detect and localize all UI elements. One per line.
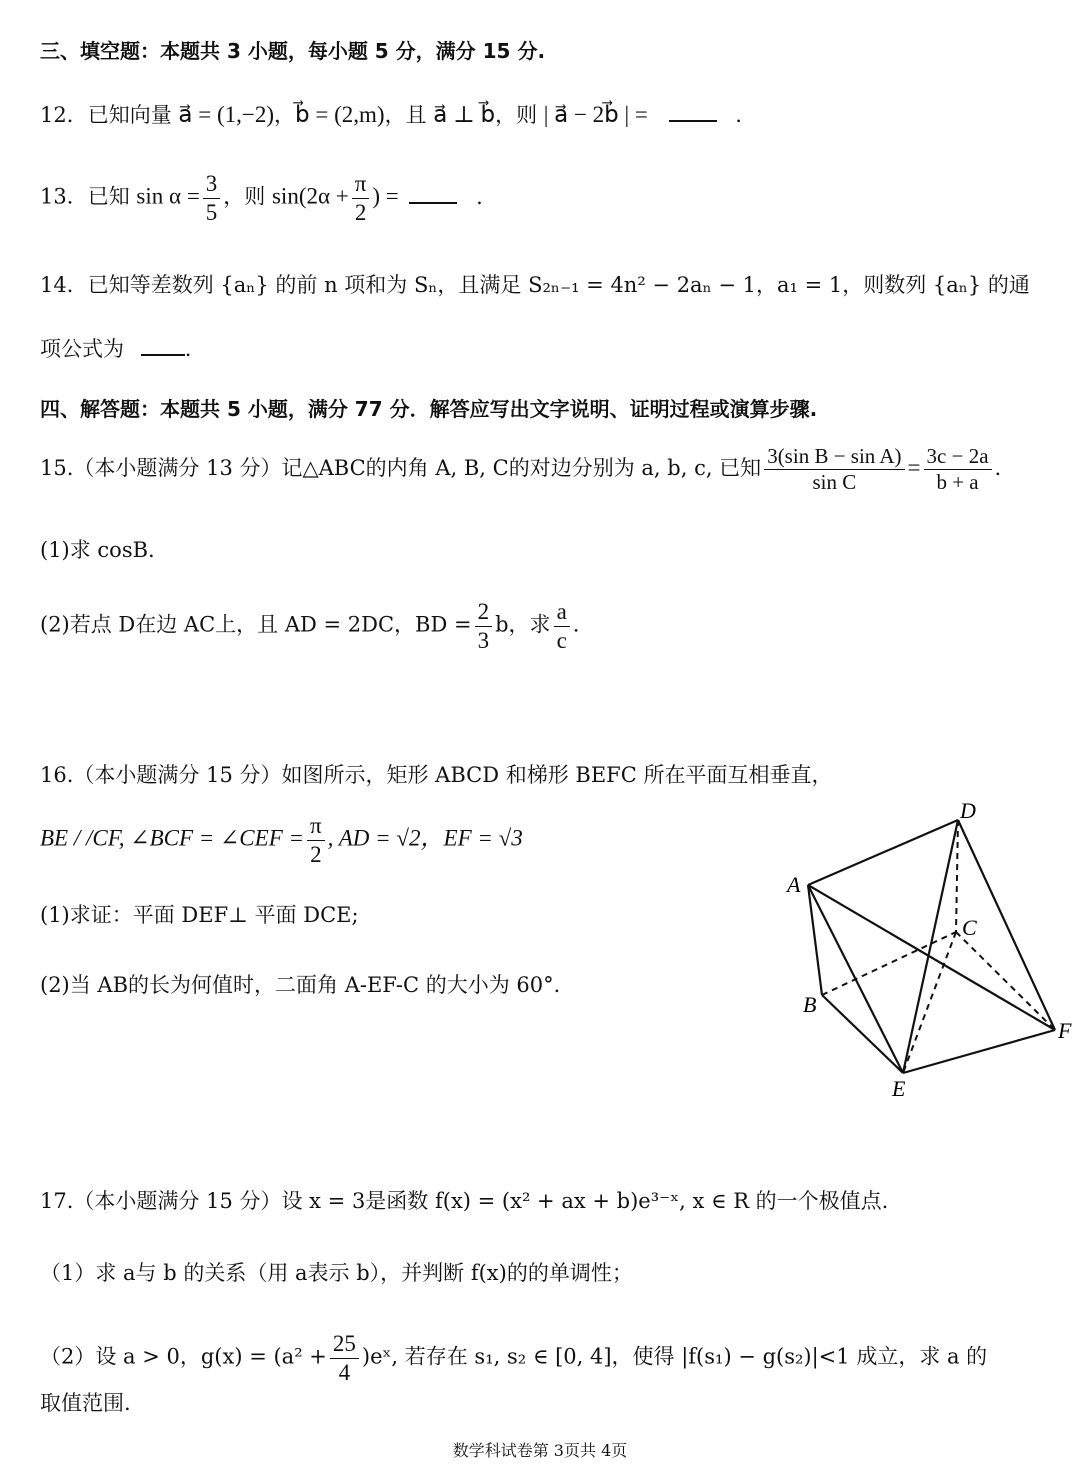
q16-text: （本小题满分 15 分）如图所示，矩形 ABCD 和梯形 BEFC 所在平面互相垂直， [73,763,833,787]
answer-blank [409,186,457,204]
q12-text-3: ，且 [384,103,434,127]
vertex-label-A: A [787,872,801,897]
fraction-denominator: 2 [354,199,367,225]
q12-expression: | a⃗ − 2b⃗ | = [543,102,648,127]
q17-part-2-text-b: )eˣ, 若存在 s₁, s₂ ∈ [0, 4]，使得 |f(s₁) − g(s₂)|<1 成立，求 a 的 [361,1344,988,1369]
edge-EF [903,1030,1055,1073]
q12-period: . [735,103,742,127]
q12-text-4: ，则 [495,103,544,127]
vertex-label-E: E [892,1076,906,1101]
q16-number: 16. [40,763,74,787]
section-answer-title: 四、解答题：本题共 5 小题，满分 77 分．解答应写出文字说明、证明过程或演算步骤. [40,397,818,421]
q14-period: . [184,337,192,361]
edge-DC-hidden [956,820,958,932]
q12-text-1: 已知向量 [87,103,179,127]
q13-period: . [476,184,483,209]
q13-sin-alpha: sin α = [136,183,200,209]
q13-equals: ) = [372,183,399,209]
fraction-denominator: sin C [812,470,857,495]
q14-line-1: 已知等差数列 {aₙ} 的前 n 项和为 Sₙ，且满足 S₂ₙ₋₁ = 4n² − 2aₙ − 1，a₁ = 1，则数列 {aₙ} 的通 [87,273,1030,297]
q15-part-2-text-b: b，求 [495,612,551,637]
fraction-denominator: 3 [477,627,490,653]
fraction-denominator: b + a [936,470,979,495]
q17-text: （本小题满分 15 分）设 x = 3是函数 f(x) = (x² + ax + b)e³⁻ˣ, x ∈ R 的一个极值点. [73,1189,889,1213]
q13-sin-expr: sin(2α + [271,183,349,209]
fraction [764,444,904,495]
q16-part-2: (2)当 AB的长为何值时，二面角 A-EF-C 的大小为 60°． [40,973,575,997]
q17-part-2 [40,1330,987,1386]
vertex-label-C: C [962,915,977,940]
question-12 [40,100,742,130]
fraction [554,598,570,654]
q15-equals: = [907,455,921,481]
vertex-label-F: F [1058,1018,1072,1043]
question-17 [40,1188,888,1215]
q15-part-2-period: . [572,612,580,637]
q17-part-2-text-a: （2）设 a > 0，g(x) = (a² + [40,1344,327,1369]
q12-text-2: ， [274,103,296,127]
section-fill-title: 三、填空题：本题共 3 小题，每小题 5 分，满分 15 分. [40,39,546,63]
fraction [307,812,325,868]
fraction-numerator: a [554,598,570,627]
fraction-numerator: 3c − 2a [924,444,992,470]
fraction-numerator: 3 [203,170,221,199]
q15-part-2-text-a: (2)若点 D在边 AC上，且 AD = 2DC，BD = [40,612,472,637]
question-14 [40,272,1030,299]
fraction [330,1330,359,1386]
question-13 [40,170,483,226]
q15-part-1: (1)求 cosB. [40,538,155,562]
q17-part-2-cont: 取值范围. [40,1391,131,1415]
fraction-numerator: 2 [475,598,493,627]
q15-number: 15. [40,456,74,481]
fraction [352,170,370,226]
fraction [924,444,992,495]
q16-condition-a: BE / /CF, ∠BCF = ∠CEF = [40,825,305,851]
edge-AD [808,820,958,885]
q17-number: 17. [40,1189,74,1213]
q14-number: 14． [40,273,88,297]
q15-part-2 [40,598,579,654]
question-15 [40,444,1001,495]
q16-conditions [40,812,523,868]
fraction-numerator: π [307,812,325,841]
page-footer: 数学科试卷第 3页共 4页 [452,1441,628,1460]
fraction [203,170,221,226]
q13-number: 13． [40,184,88,209]
fraction-numerator: 25 [330,1330,359,1359]
q12-vector-a: a⃗ = (1,−2) [178,102,275,127]
fraction-numerator: π [352,170,370,199]
q12-perp: a⃗ ⊥ b⃗ [433,102,496,127]
q17-part-1: （1）求 a与 b 的关系（用 a表示 b），并判断 f(x)的的单调性； [40,1261,633,1285]
fraction-denominator: 2 [310,841,322,867]
q14-line-2: 项公式为 [40,337,124,361]
fraction [475,598,493,654]
answer-blank [669,104,717,122]
edge-AB [808,885,822,995]
fraction-denominator: 5 [205,199,218,225]
fraction-denominator: c [556,627,567,653]
q15-period: . [994,456,1002,481]
vertex-label-B: B [803,992,817,1017]
question-16 [40,762,832,789]
question-14-cont [40,336,191,363]
edge-BE [822,995,903,1073]
fraction-denominator: 4 [338,1359,351,1385]
q16-condition-b: , AD = √2，EF = √3 [327,825,523,851]
q16-part-1: (1)求证：平面 DEF⊥ 平面 DCE; [40,903,359,927]
geometry-figure [770,790,1080,1110]
q12-vector-b: b⃗ = (2,m) [295,102,385,127]
answer-blank [141,338,185,356]
fraction-numerator: 3(sin B − sin A) [764,444,904,470]
q15-text: （本小题满分 13 分）记△ABC的内角 A, B, C的对边分别为 a, b, c, 已知 [73,456,762,481]
q13-text-1: 已知 [87,184,137,209]
q13-text-2: ，则 [223,184,272,209]
vertex-label-D: D [960,798,976,823]
q12-number: 12． [40,103,88,127]
